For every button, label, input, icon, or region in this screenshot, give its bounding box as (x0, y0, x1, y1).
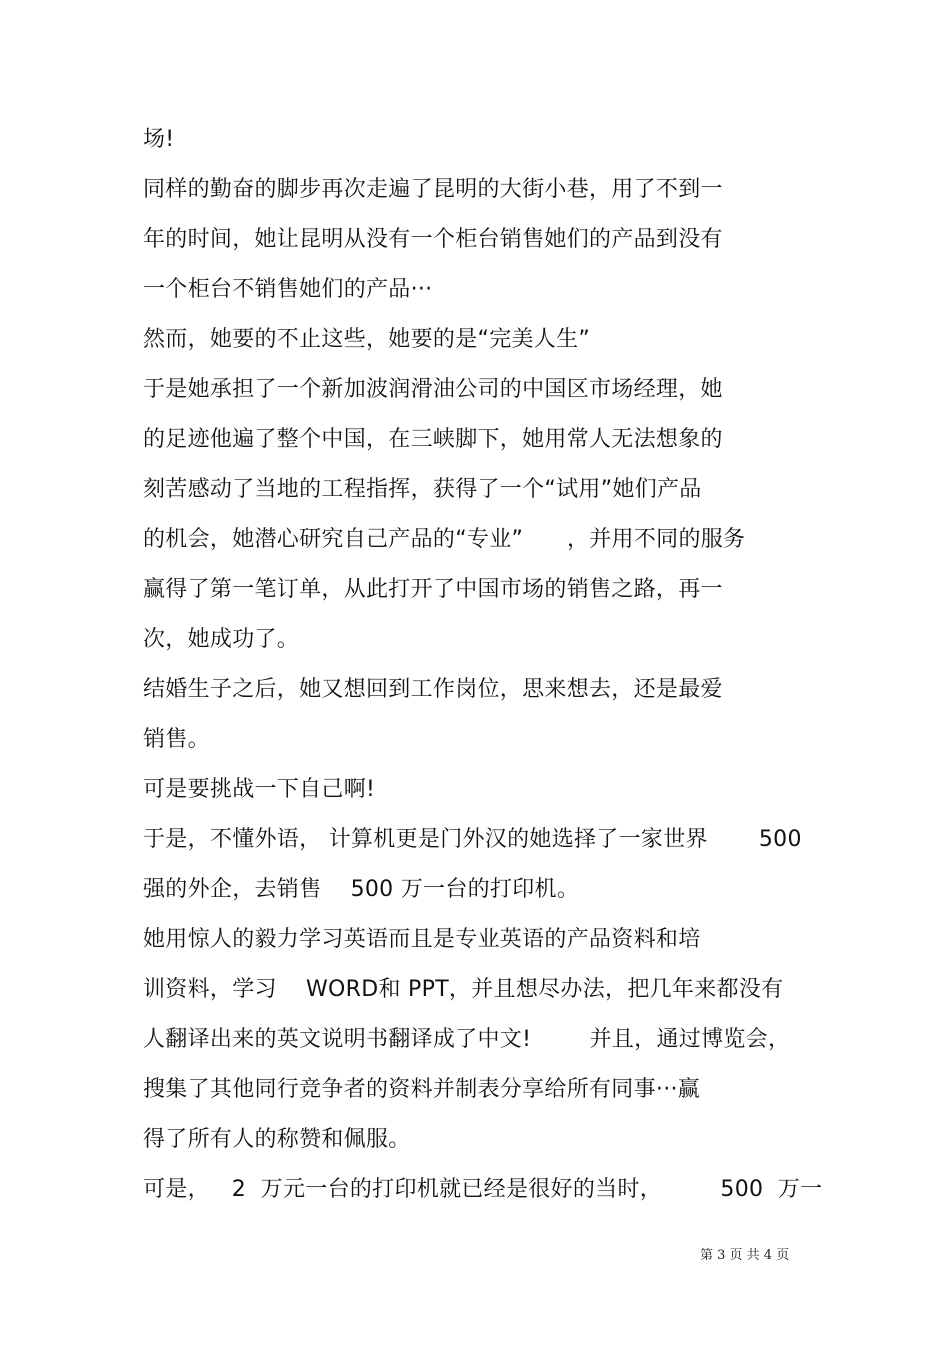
text-line: 结婚生子之后，她又想回到工作岗位，思来想去，还是最爱 (143, 677, 723, 702)
text-line: 年的时间，她让昆明从没有一个柜台销售她们的产品到没有 (143, 227, 723, 252)
text-line: 同样的勤奋的脚步再次走遍了昆明的大街小巷，用了不到一 (143, 177, 723, 202)
text-line: 搜集了其他同行竞争者的资料并制表分享给所有同事···赢 (143, 1077, 701, 1102)
text-line: 于是她承担了一个新加波润滑油公司的中国区市场经理，她 (143, 377, 723, 402)
text-line: 销售。 (143, 727, 210, 752)
text-line: 然而，她要的不止这些，她要的是“完美人生” (143, 327, 591, 352)
text-line: 刻苦感动了当地的工程指挥，获得了一个“试用”她们产品 (143, 477, 702, 502)
text-line: 赢得了第一笔订单，从此打开了中国市场的销售之路，再一 (143, 577, 723, 602)
text-line: 一个柜台不销售她们的产品··· (143, 277, 433, 302)
text-line: 训资料，学习 WORD和 PPT，并且想尽办法，把几年来都没有 (143, 977, 784, 1002)
text-line: 可是要挑战一下自己啊! (143, 777, 376, 802)
text-line: 的足迹他遍了整个中国，在三峡脚下，她用常人无法想象的 (143, 427, 723, 452)
text-line: 得了所有人的称赞和佩服。 (143, 1127, 411, 1152)
text-line: 她用惊人的毅力学习英语而且是专业英语的产品资料和培 (143, 927, 701, 952)
text-line: 强的外企，去销售 500 万一台的打印机。 (143, 877, 580, 902)
text-line: 场! (143, 127, 175, 152)
text-line: 于是，不懂外语， 计算机更是门外汉的她选择了一家世界 500 (143, 827, 802, 852)
text-line: 的机会，她潜心研究自己产品的“专业” ，并用不同的服务 (143, 527, 746, 552)
text-line: 人翻译出来的英文说明书翻译成了中文! 并且，通过博览会， (143, 1027, 791, 1052)
text-line: 次，她成功了。 (143, 627, 300, 652)
text-line: 可是， 2 万元一台的打印机就已经是很好的当时， 500 万一 (143, 1177, 823, 1202)
page-number-footer: 第 3 页 共 4 页 (700, 1248, 790, 1263)
